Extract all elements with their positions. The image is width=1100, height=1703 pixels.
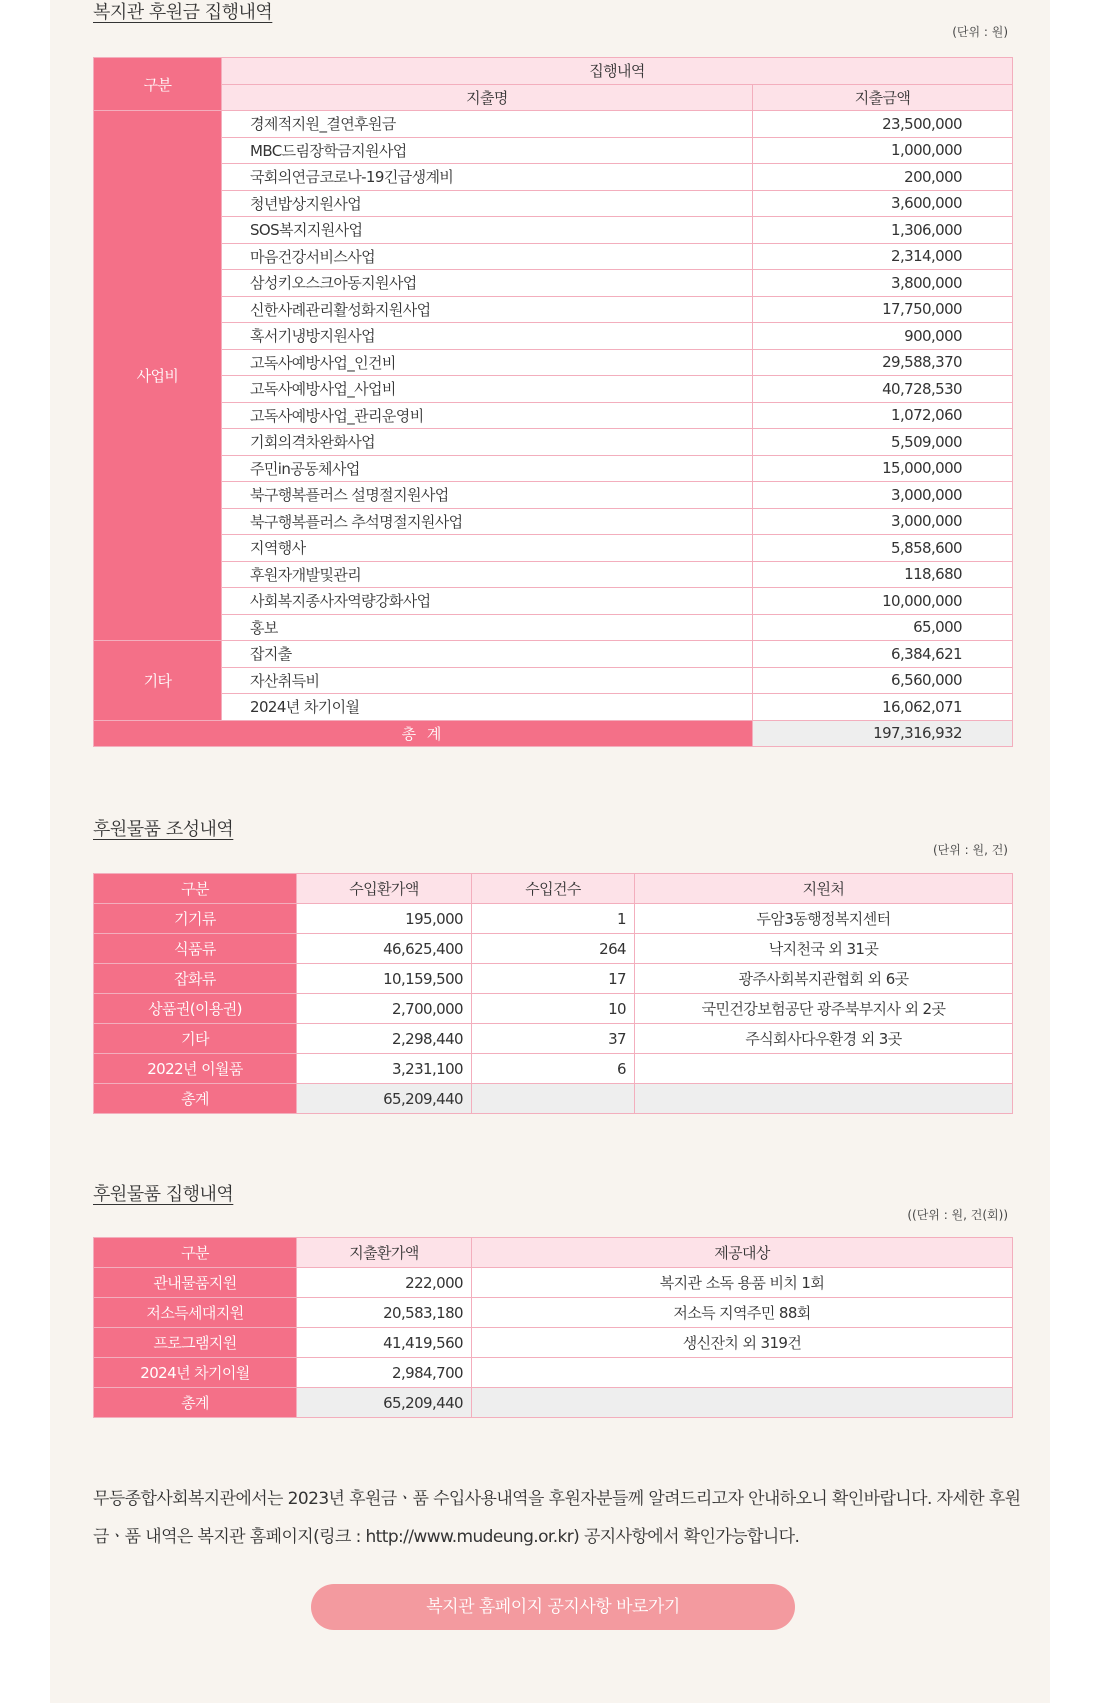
goods-income-table: [93, 873, 1013, 1114]
header-source: 지원처: [635, 874, 1013, 904]
count-cell: 37: [472, 1024, 635, 1054]
table-row: [94, 243, 1013, 270]
expense-amount: 23,500,000: [753, 111, 1013, 138]
expense-amount: 6,384,621: [753, 641, 1013, 668]
table-row: [94, 270, 1013, 297]
expense-amount: 40,728,530: [753, 376, 1013, 403]
expense-name: 신한사례관리활성화지원사업: [222, 296, 753, 323]
expense-amount: 3,000,000: [753, 482, 1013, 509]
total-amount: 197,316,932: [753, 720, 1013, 747]
category-cell: 프로그램지원: [94, 1328, 297, 1358]
total-target: [472, 1388, 1013, 1418]
target-cell: 복지관 소독 용품 비치 1회: [472, 1268, 1013, 1298]
expense-amount: 1,000,000: [753, 137, 1013, 164]
section3-unit: ((단위 : 원, 건(회)): [907, 1208, 1008, 1222]
expense-amount: 118,680: [753, 561, 1013, 588]
expense-amount: 900,000: [753, 323, 1013, 350]
expense-name: 고독사예방사업_사업비: [222, 376, 753, 403]
table-row: [94, 614, 1013, 641]
header-category: 구분: [94, 1238, 297, 1268]
header-category: 구분: [94, 58, 222, 111]
source-cell: 주식회사다우환경 외 3곳: [635, 1024, 1013, 1054]
table-row: [94, 402, 1013, 429]
section3-title: 후원물품 집행내역: [93, 1184, 234, 1205]
table-row: [94, 561, 1013, 588]
count-cell: 10: [472, 994, 635, 1024]
table-row: [94, 111, 1013, 138]
value-cell: 222,000: [297, 1268, 472, 1298]
total-value: 65,209,440: [297, 1084, 472, 1114]
header-value: 수입환가액: [297, 874, 472, 904]
category-cell: 기기류: [94, 904, 297, 934]
expense-name: 고독사예방사업_인건비: [222, 349, 753, 376]
table-row: [94, 296, 1013, 323]
expense-name: 잡지출: [222, 641, 753, 668]
expense-name: 기회의격차완화사업: [222, 429, 753, 456]
source-cell: 낙지천국 외 31곳: [635, 934, 1013, 964]
table-row: [94, 934, 1013, 964]
table-row: [94, 1268, 1013, 1298]
goods-income-rows: [94, 904, 1013, 1084]
value-cell: 41,419,560: [297, 1328, 472, 1358]
expense-amount: 5,858,600: [753, 535, 1013, 562]
value-cell: 46,625,400: [297, 934, 472, 964]
category-cell: 식품류: [94, 934, 297, 964]
expense-name: 주민in공동체사업: [222, 455, 753, 482]
header-item-name: 지출명: [222, 84, 753, 111]
category-cell: 저소득세대지원: [94, 1298, 297, 1328]
expense-name: 삼성키오스크아동지원사업: [222, 270, 753, 297]
value-cell: 20,583,180: [297, 1298, 472, 1328]
header-amount: 지출금액: [753, 84, 1013, 111]
header-execution: 집행내역: [222, 58, 1013, 85]
expense-name: 북구행복플러스 설명절지원사업: [222, 482, 753, 509]
table-row: [94, 994, 1013, 1024]
section2-unit: (단위 : 원, 건): [932, 843, 1008, 857]
category-cell: 상품권(이용권): [94, 994, 297, 1024]
table-row: [94, 667, 1013, 694]
expense-name: SOS복지지원사업: [222, 217, 753, 244]
value-cell: 2,298,440: [297, 1024, 472, 1054]
table-row: [94, 1024, 1013, 1054]
value-cell: 2,984,700: [297, 1358, 472, 1388]
table-row: [94, 190, 1013, 217]
value-cell: 10,159,500: [297, 964, 472, 994]
group-label: 기타: [94, 641, 222, 721]
expense-amount: 65,000: [753, 614, 1013, 641]
target-cell: [472, 1358, 1013, 1388]
expense-amount: 29,588,370: [753, 349, 1013, 376]
expense-name: 국회의연금코로나-19긴급생계비: [222, 164, 753, 191]
expense-rows: [94, 111, 1013, 721]
table-row: [94, 964, 1013, 994]
expense-amount: 6,560,000: [753, 667, 1013, 694]
expense-name: 청년밥상지원사업: [222, 190, 753, 217]
section1-unit: (단위 : 원): [952, 25, 1008, 39]
table-row: [94, 694, 1013, 721]
expense-name: 후원자개발및관리: [222, 561, 753, 588]
expense-amount: 16,062,071: [753, 694, 1013, 721]
table-row: [94, 641, 1013, 668]
table-row: [94, 588, 1013, 615]
expense-name: 사회복지종사자역량강화사업: [222, 588, 753, 615]
target-cell: 생신잔치 외 319건: [472, 1328, 1013, 1358]
header-count: 수입건수: [472, 874, 635, 904]
table-row: [94, 455, 1013, 482]
expense-amount: 1,306,000: [753, 217, 1013, 244]
table-row: [94, 508, 1013, 535]
count-cell: 264: [472, 934, 635, 964]
expense-name: 혹서기냉방지원사업: [222, 323, 753, 350]
table-row: [94, 1054, 1013, 1084]
source-cell: 국민건강보험공단 광주북부지사 외 2곳: [635, 994, 1013, 1024]
goods-expense-table: [93, 1237, 1013, 1418]
table-row: [94, 376, 1013, 403]
header-target: 제공대상: [472, 1238, 1013, 1268]
table-row: [94, 904, 1013, 934]
expense-name: 자산취득비: [222, 667, 753, 694]
category-cell: 잡화류: [94, 964, 297, 994]
header-category: 구분: [94, 874, 297, 904]
expense-amount: 15,000,000: [753, 455, 1013, 482]
homepage-notice-button[interactable]: 복지관 홈페이지 공지사항 바로가기: [311, 1584, 795, 1630]
expense-name: 홍보: [222, 614, 753, 641]
expense-name: 지역행사: [222, 535, 753, 562]
expense-amount: 5,509,000: [753, 429, 1013, 456]
table-row: [94, 323, 1013, 350]
expense-name: 마음건강서비스사업: [222, 243, 753, 270]
expense-amount: 2,314,000: [753, 243, 1013, 270]
expense-name: MBC드림장학금지원사업: [222, 137, 753, 164]
count-cell: 1: [472, 904, 635, 934]
section1-title: 복지관 후원금 집행내역: [93, 2, 273, 23]
table-row: [94, 164, 1013, 191]
target-cell: 저소득 지역주민 88회: [472, 1298, 1013, 1328]
table-row: [94, 1298, 1013, 1328]
value-cell: 3,231,100: [297, 1054, 472, 1084]
expense-amount: 3,600,000: [753, 190, 1013, 217]
expense-amount: 10,000,000: [753, 588, 1013, 615]
value-cell: 195,000: [297, 904, 472, 934]
total-label: 총 계: [94, 720, 753, 747]
total-label: 총계: [94, 1388, 297, 1418]
goods-expense-rows: [94, 1268, 1013, 1388]
expense-amount: 3,000,000: [753, 508, 1013, 535]
expense-amount: 200,000: [753, 164, 1013, 191]
category-cell: 2022년 이월품: [94, 1054, 297, 1084]
total-value: 65,209,440: [297, 1388, 472, 1418]
count-cell: 6: [472, 1054, 635, 1084]
table-row: [94, 482, 1013, 509]
table-row: [94, 1358, 1013, 1388]
table-row: [94, 429, 1013, 456]
value-cell: 2,700,000: [297, 994, 472, 1024]
source-cell: 두암3동행정복지센터: [635, 904, 1013, 934]
source-cell: 광주사회복지관협회 외 6곳: [635, 964, 1013, 994]
group-label: 사업비: [94, 111, 222, 641]
expense-amount: 1,072,060: [753, 402, 1013, 429]
donation-expense-table: [93, 57, 1013, 747]
source-cell: [635, 1054, 1013, 1084]
table-row: [94, 217, 1013, 244]
total-source: [635, 1084, 1013, 1114]
expense-name: 2024년 차기이월: [222, 694, 753, 721]
category-cell: 2024년 차기이월: [94, 1358, 297, 1388]
count-cell: 17: [472, 964, 635, 994]
table-row: [94, 1328, 1013, 1358]
total-label: 총계: [94, 1084, 297, 1114]
category-cell: 기타: [94, 1024, 297, 1054]
expense-name: 고독사예방사업_관리운영비: [222, 402, 753, 429]
category-cell: 관내물품지원: [94, 1268, 297, 1298]
expense-name: 북구행복플러스 추석명절지원사업: [222, 508, 753, 535]
total-count: [472, 1084, 635, 1114]
expense-amount: 17,750,000: [753, 296, 1013, 323]
notice-text: 무등종합사회복지관에서는 2023년 후원금ㆍ품 수입사용내역을 후원자분들께 알려드리고자 안내하오니 확인바랍니다. 자세한 후원금ㆍ품 내역은 복지관 홈페이지(링크 : http://www.mudeung.or.kr) 공지사항에서 확인가능합니다.: [93, 1489, 1021, 1547]
table-row: [94, 137, 1013, 164]
expense-name: 경제적지원_결연후원금: [222, 111, 753, 138]
table-row: [94, 535, 1013, 562]
expense-amount: 3,800,000: [753, 270, 1013, 297]
header-value: 지출환가액: [297, 1238, 472, 1268]
table-row: [94, 349, 1013, 376]
section2-title: 후원물품 조성내역: [93, 819, 234, 840]
